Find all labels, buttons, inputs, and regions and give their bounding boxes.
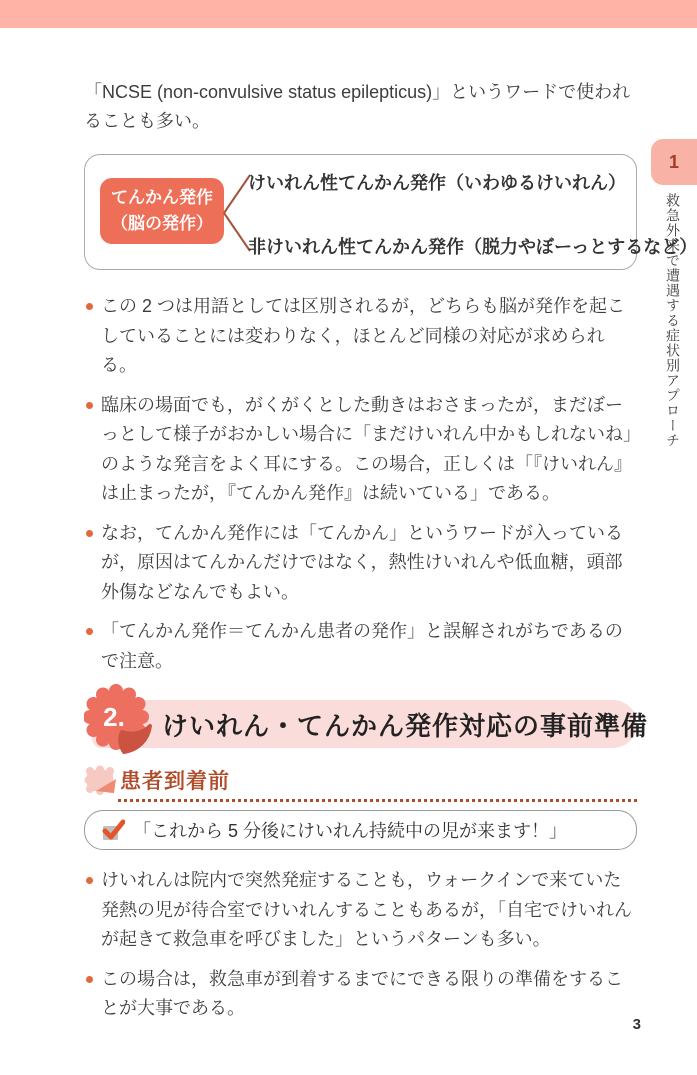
chapter-title-vertical: 救急外来で遭遇する症状別アプローチ — [665, 193, 681, 448]
diagram-root-label-line2: （脳の発作） — [111, 214, 213, 233]
top-accent-bar — [0, 0, 697, 28]
bullet-item: この 2 つは用語としては区別されるが，どちらも脳が発作を起こしていることには変わりなく，ほとんど同様の対応が求められる。 — [84, 292, 637, 381]
bullet-list-top — [84, 292, 637, 676]
bullet-item: 臨床の場面でも，がくがくとした動きはおさまったが，まだぼーっとして様子がおかしい場合に「まだけいれん中かもしれないね」のような発言をよく耳にする。この場合，正しくは「『けいれん』は止まったが，『てんかん発作』は続いている」である。 — [84, 391, 637, 509]
diagram-branch-nonconvulsive: 非けいれん性てんかん発作（脱力やぼーっとするなど） — [248, 237, 697, 257]
callout-box — [84, 810, 637, 850]
checkbox-icon — [101, 819, 125, 841]
diagram-branch-convulsive: けいれん性てんかん発作（いわゆるけいれん） — [248, 173, 626, 193]
chapter-number: 1 — [668, 151, 679, 172]
section-heading-bar — [92, 700, 649, 748]
section-number-badge — [84, 684, 156, 758]
page-number: 3 — [632, 1016, 641, 1033]
section-heading — [84, 690, 649, 756]
callout-text: 「これから 5 分後にけいれん持続中の児が来ます！」 — [133, 821, 568, 841]
bullet-item: けいれんは院内で突然発症することも，ウォークインで来ていた発熱の児が待合室でけいれんすることもあるが，「自宅でけいれんが起きて救急車を呼びました」というパターンも多い。 — [84, 866, 637, 955]
bullet-item: この場合は，救急車が到着するまでにできる限りの準備をすることが大事である。 — [84, 965, 637, 1024]
chapter-tab[interactable] — [651, 139, 697, 185]
diagram-root-label — [100, 178, 224, 244]
bullet-item: なお，てんかん発作には「てんかん」というワードが入っているが，原因はてんかんだけではなく，熱性けいれんや低血糖，頭部外傷などなんでもよい。 — [84, 519, 637, 608]
dotted-divider — [118, 799, 637, 802]
bullet-list-bottom — [84, 866, 637, 1024]
diagram-root-label-line1: てんかん発作 — [111, 188, 213, 207]
bullet-item: 「てんかん発作＝てんかん患者の発作」と誤解されがちであるので注意。 — [84, 617, 637, 676]
sticky-note-icon — [84, 765, 120, 799]
section-title: けいれん・てんかん発作対応の事前準備 — [162, 710, 649, 741]
seizure-classification-diagram — [84, 154, 697, 270]
intro-paragraph: 「NCSE (non-convulsive status epilepticus)」というワードで使われることも多い。 — [84, 82, 631, 131]
subsection-heading — [84, 762, 637, 802]
section-number: 2. — [103, 701, 125, 732]
subsection-title: 患者到着前 — [120, 770, 230, 793]
